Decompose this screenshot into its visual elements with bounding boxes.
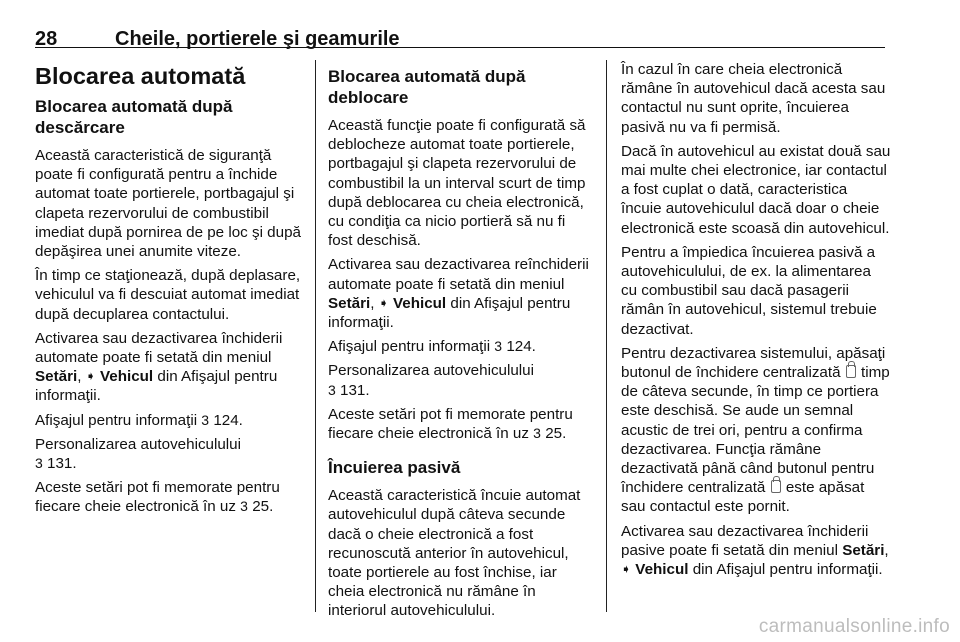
paragraph: Aceste setări pot fi memorate pentru fiecare cheie electronică în uz 3 25. [328,405,573,443]
page-reference[interactable]: 131. [47,455,77,473]
column-3 [621,60,891,584]
menu-vehicul: Vehicul [99,368,154,386]
chapter-title: Cheile, portierele şi geamurile [115,28,400,50]
menu-vehicul: Vehicul [392,294,447,312]
paragraph: Această caracteristică de siguranţă poate fi configurată pentru a închide automat toate portierele, portbagajul şi clapeta rezervorului de combustibil imediat după pornirea de pe loc şi după depăşirea unei anumite viteze. [35,147,301,261]
ref-arrow-icon: 3 [328,381,336,398]
menu-vehicul: Vehicul [635,561,689,579]
paragraph: Activarea sau dezactivarea închiderii pasive poate fi setată din meniul Setări, ➧ Vehicul din Afişajul pentru informaţii. [621,522,889,579]
ref-arrow-icon: 3 [533,425,541,442]
ref-arrow-icon: 3 [240,498,248,515]
paragraph: În timp ce staţionează, după deplasare, vehiculul va fi descuiat automat imediat după decuplarea contactului. [35,267,301,323]
paragraph: Pentru a împiedica încuierea pasivă a autovehiculului, de ex. la alimentarea cu combustibil sau dacă pasagerii rămân în autovehicul, sistemul trebuie dezactivat. [621,243,877,338]
page-reference[interactable]: 131. [340,381,370,399]
column-divider [315,60,316,612]
page-reference[interactable]: 124. [506,338,536,356]
paragraph: Activarea sau dezactivarea reînchiderii automate poate fi setată din meniul Setări, ➧ Vehicul din Afişajul pentru informaţii. [328,256,589,332]
page-reference[interactable]: 25. [252,498,274,516]
menu-arrow-icon: ➧ [621,562,632,577]
paragraph: Pentru dezactivarea sistemului, apăsaţi butonul de închidere centralizată timp de câteva secunde, în timp ce portiera este deschisă. Se aude un semnal acustic de trei ori, pentru a confirma dezactivarea. Funcţia rămâne dezactivată până când butonul pentru închidere centralizată este apăsat sau contactul este pornit. [621,344,890,516]
menu-setari: Setări [35,368,78,386]
paragraph: Afişajul pentru informaţii 3 124. [35,411,243,429]
paragraph: Această funcţie poate fi configurată să deblocheze automat toate portierele, portbagajul şi clapeta rezervorului de combustibil la un interval scurt de timp după deblocarea cu cheia electronică, cu condiţia ca nicio portieră să nu fi fost deschisă. [328,117,586,250]
paragraph: Personalizarea autovehiculului 3 131. [328,362,535,399]
column-2 [328,60,593,626]
menu-setari: Setări [842,541,885,559]
paragraph: Aceste setări pot fi memorate pentru fiecare cheie electronică în uz 3 25. [35,479,280,516]
paragraph: Afişajul pentru informaţii 3 124. [328,338,536,356]
menu-setari: Setări [328,294,371,312]
subsection-title: Blocarea automată după deblocare [328,67,526,107]
page-reference[interactable]: 25. [545,425,567,443]
central-lock-icon [771,480,781,493]
page-header [35,14,885,48]
page-number: 28 [35,28,58,50]
section-title: Blocarea automată [35,63,246,89]
subsection-title: Încuierea pasivă [328,458,461,478]
menu-arrow-icon: ➧ [85,369,96,384]
paragraph: Dacă în autovehicul au existat două sau mai multe chei electronice, iar contactul a fost cuplat o dată, caracteristica încuie autovehiculul dacă doar o cheie electronică este scoasă din autovehicul. [621,142,891,237]
column-divider [606,60,607,612]
paragraph: În cazul în care cheia electronică rămâne în autovehicul dacă acesta sau contactul nu sunt oprite, încuierea pasivă nu va fi permisă. [621,61,886,136]
subsection-title: Blocarea automată după descărcare [35,97,233,137]
ref-arrow-icon: 3 [494,338,503,355]
paragraph: Activarea sau dezactivarea închiderii automate poate fi setată din meniul Setări, ➧ Vehicul din Afişajul pentru informaţii. [35,329,283,405]
watermark: carmanualsonline.info [758,616,950,637]
column-1 [35,60,305,522]
central-lock-icon [846,365,856,378]
paragraph: Această caracteristică încuie automat autovehiculul după câteva secunde dacă o cheie electronică a fost recunoscută anterior în autovehicul, toate portierele au fost închise, iar cheia electronică nu rămâne în interiorul autovehiculului. [328,487,581,620]
paragraph: Personalizarea autovehiculului 3 131. [35,435,242,473]
ref-arrow-icon: 3 [201,411,210,428]
ref-arrow-icon: 3 [35,455,43,472]
page-reference[interactable]: 124. [213,411,243,429]
menu-arrow-icon: ➧ [378,295,389,310]
